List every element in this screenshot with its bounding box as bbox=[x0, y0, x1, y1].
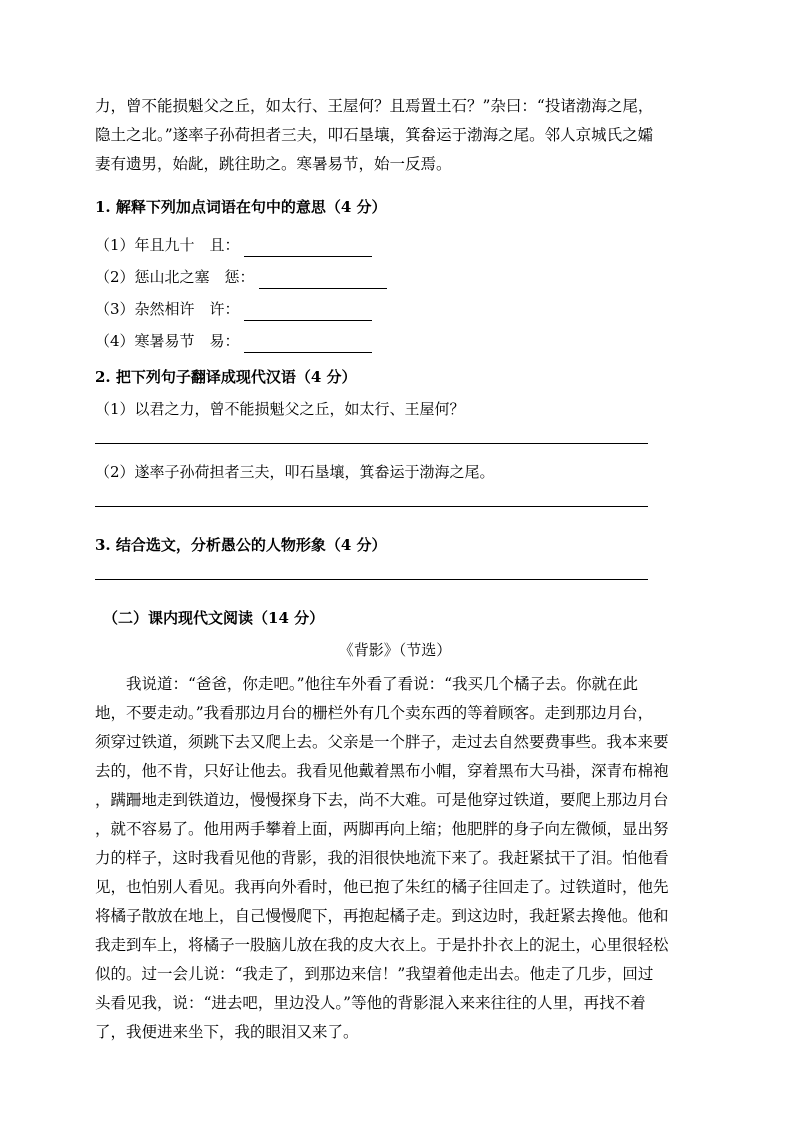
passage-line: 隐土之北。”遂率子孙荷担者三夫，叩石垦壤，箕畚运于渤海之尾。邻人京城氏之孀 bbox=[95, 126, 654, 144]
answer-blank[interactable] bbox=[244, 302, 372, 321]
passage-line: 了，我便进来坐下，我的眼泪又来了。 bbox=[95, 1023, 359, 1041]
passage-line: 力的样子，这时我看见他的背影，我的泪很快地流下来了。我赶紧拭干了泪。怕他看 bbox=[95, 849, 669, 867]
q1-item-label: （3）杂然相许 许： bbox=[95, 300, 240, 318]
passage-line: 地，不要走动。”我看那边月台的栅栏外有几个卖东西的等着顾客。走到那边月台， bbox=[95, 704, 654, 722]
passage-line: 似的。过一会儿说：“我走了，到那边来信！”我望着他走出去。他走了几步，回过 bbox=[95, 965, 654, 983]
passage-line: ，就不容易了。他用两手攀着上面，两脚再向上缩；他肥胖的身子向左微倾，显出努 bbox=[95, 820, 669, 838]
q1-item-label: （2）惩山北之塞 惩： bbox=[95, 268, 255, 286]
passage-line: 将橘子散放在地上，自己慢慢爬下，再抱起橘子走。到这边时，我赶紧去搀他。他和 bbox=[95, 907, 669, 925]
passage-title: 《背影》（节选） bbox=[338, 641, 452, 659]
question-3 bbox=[95, 533, 695, 580]
q2-sentence-2: （2）遂率子孙荷担者三夫，叩石垦壤，箕畚运于渤海之尾。 bbox=[95, 463, 495, 481]
exam-page bbox=[95, 92, 695, 1047]
answer-blank[interactable] bbox=[244, 238, 372, 257]
question-1-title: 1. 解释下列加点词语在句中的意思（4 分） bbox=[95, 198, 387, 216]
passage-line: 力，曾不能损魁父之丘，如太行、王屋何？且焉置土石？”杂曰：“投诸渤海之尾， bbox=[95, 97, 654, 115]
q1-item-label: （1）年且九十 且： bbox=[95, 236, 240, 254]
passage-line: 妻有遗男，始龀，跳往助之。寒暑易节，始一反焉。 bbox=[95, 155, 452, 173]
question-2-title: 2. 把下列句子翻译成现代汉语（4 分） bbox=[95, 368, 357, 386]
passage-line: 我走到车上，将橘子一股脑儿放在我的皮大衣上。于是扑扑衣上的泥土，心里很轻松 bbox=[95, 936, 669, 954]
passage-line: 须穿过铁道，须跳下去又爬上去。父亲是一个胖子，走过去自然要费事些。我本来要 bbox=[95, 733, 669, 751]
q1-item-3 bbox=[95, 289, 695, 321]
passage-line: ，蹒跚地走到铁道边，慢慢探身下去，尚不大难。可是他穿过铁道，要爬上那边月台 bbox=[95, 791, 669, 809]
answer-blank[interactable] bbox=[244, 334, 372, 353]
q2-sentence-1: （1）以君之力，曾不能损魁父之丘，如太行、王屋何？ bbox=[95, 400, 465, 418]
passage-line: 见，也怕别人看见。我再向外看时，他已抱了朱红的橘子往回走了。过铁道时，他先 bbox=[95, 878, 669, 896]
question-1 bbox=[95, 195, 695, 353]
answer-line[interactable] bbox=[95, 443, 648, 444]
q1-item-4 bbox=[95, 321, 695, 353]
answer-line[interactable] bbox=[95, 579, 648, 580]
modern-passage bbox=[95, 670, 695, 1047]
q1-item-label: （4）寒暑易节 易： bbox=[95, 332, 240, 350]
answer-line[interactable] bbox=[95, 506, 648, 507]
passage-line: 我说道：“爸爸，你走吧。”他往车外看了看说：“我买几个橘子去。你就在此 bbox=[126, 675, 639, 693]
answer-blank[interactable] bbox=[259, 270, 387, 289]
passage-line: 去的，他不肯，只好让他去。我看见他戴着黑布小帽，穿着黑布大马褂，深青布棉袍 bbox=[95, 762, 669, 780]
q1-item-2 bbox=[95, 257, 695, 289]
question-2 bbox=[95, 365, 695, 507]
classical-passage bbox=[95, 92, 695, 179]
passage-line: 头看见我，说：“进去吧，里边没人。”等他的背影混入来来往往的人里，再找不着 bbox=[95, 994, 646, 1012]
section-heading: （二）课内现代文阅读（14 分） bbox=[103, 609, 325, 627]
q1-item-1 bbox=[95, 225, 695, 257]
question-3-title: 3. 结合选文，分析愚公的人物形象（4 分） bbox=[95, 536, 387, 554]
section-modern-reading bbox=[95, 606, 695, 1047]
